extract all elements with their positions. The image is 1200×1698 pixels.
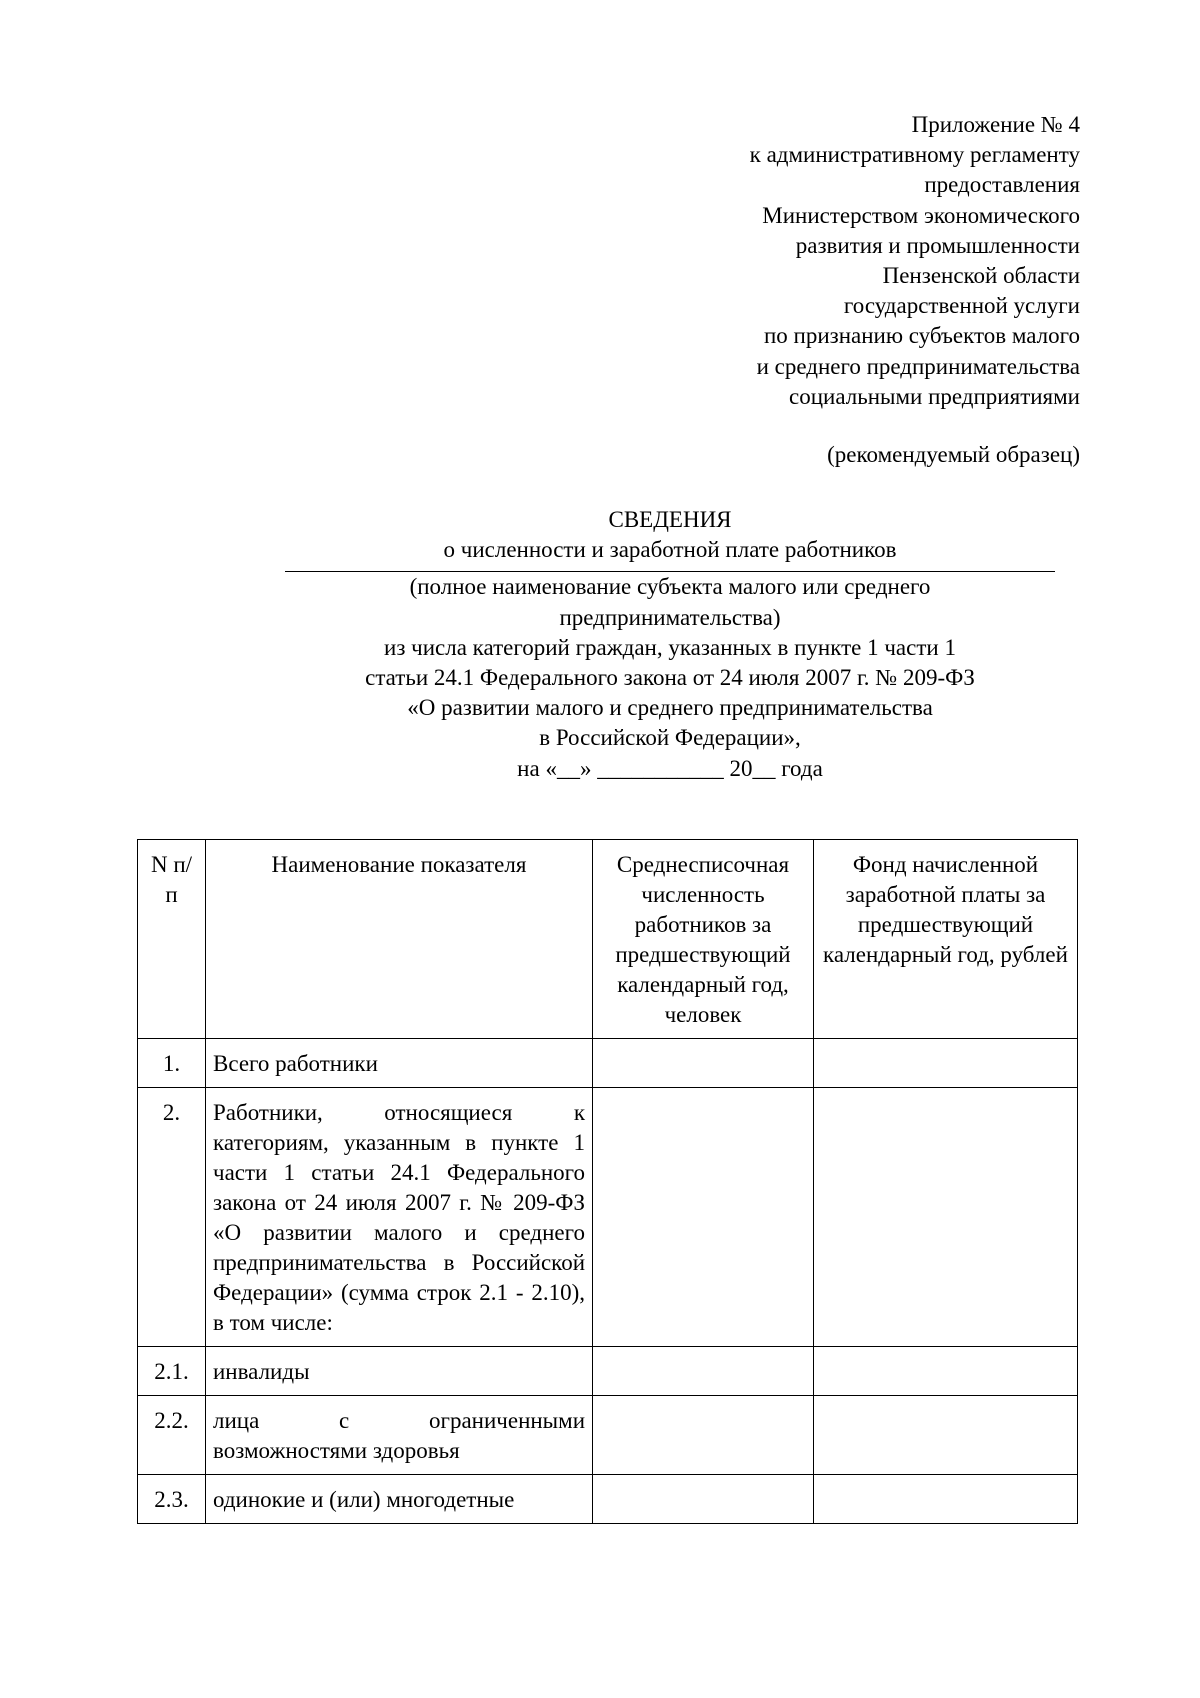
appendix-line: по признанию субъектов малого [763,323,1080,349]
appendix-line: предоставления [924,172,1080,198]
headcount-cell[interactable] [593,1039,814,1088]
row-number: 2.1. [138,1347,206,1396]
appendix-line: социальными предприятиями [789,383,1080,409]
table-row [138,1475,1078,1524]
row-number: 2.2. [138,1396,206,1475]
document-heading [140,505,1200,784]
payroll-cell[interactable] [814,1088,1078,1347]
appendix-line: государственной услуги [843,293,1080,319]
column-header-headcount: Среднесписочная численность работников за предшествующий календарный год, человек [593,840,814,1039]
document-subtitle: о численности и заработной плате работников [443,537,897,563]
row-indicator-name: одинокие и (или) многодетные [206,1475,593,1524]
heading-body-line: «О развитии малого и среднего предпринимательства [407,695,933,721]
headcount-cell[interactable] [593,1347,814,1396]
entity-name-hint: предпринимательства) [559,604,781,630]
heading-body-line: статьи 24.1 Федерального закона от 24 июля 2007 г. № 209-ФЗ [365,665,975,691]
table-row [138,1039,1078,1088]
row-number: 1. [138,1039,206,1088]
headcount-cell[interactable] [593,1475,814,1524]
column-header-number: N п/п [138,840,206,1039]
appendix-line: развития и промышленности [795,232,1080,258]
appendix-line: Министерством экономического [762,202,1080,228]
payroll-cell[interactable] [814,1039,1078,1088]
appendix-line: Приложение № 4 [911,112,1080,137]
column-header-payroll: Фонд начисленной заработной платы за предшествующий календарный год, рублей [814,840,1078,1039]
row-number: 2.3. [138,1475,206,1524]
row-indicator-name: Работники, относящиеся к категориям, указанным в пункте 1 части 1 статьи 24.1 Федерального закона от 24 июля 2007 г. № 209-ФЗ «О развитии малого и среднего предпринимательства в Российской Федерации» (сумма строк 2.1 - 2.10), в том числе: [206,1088,593,1347]
table-row [138,1347,1078,1396]
heading-body-line: из числа категорий граждан, указанных в пункте 1 части 1 [384,634,956,660]
row-number: 2. [138,1088,206,1347]
appendix-line: и среднего предпринимательства [756,353,1080,379]
report-date-line: на «__» ___________ 20__ года [517,755,823,781]
table-row [138,1088,1078,1347]
headcount-cell[interactable] [593,1396,814,1475]
payroll-cell[interactable] [814,1347,1078,1396]
row-indicator-name: лица с ограниченными возможностями здоровья [206,1396,593,1475]
payroll-cell[interactable] [814,1475,1078,1524]
appendix-line: Пензенской области [882,263,1080,289]
appendix-block [520,110,1080,470]
entity-name-hint: (полное наименование субъекта малого или среднего [409,574,931,600]
sample-note: (рекомендуемый образец) [827,442,1080,468]
table-header-row [138,840,1078,1039]
row-indicator-name: Всего работники [206,1039,593,1088]
payroll-cell[interactable] [814,1396,1078,1475]
appendix-line: к административному регламенту [749,142,1080,168]
table-row [138,1396,1078,1475]
employees-table [137,839,1078,1524]
document-title: СВЕДЕНИЯ [608,507,732,532]
row-indicator-name: инвалиды [206,1347,593,1396]
heading-body-line: в Российской Федерации», [539,725,801,751]
headcount-cell[interactable] [593,1088,814,1347]
column-header-indicator: Наименование показателя [206,840,593,1039]
